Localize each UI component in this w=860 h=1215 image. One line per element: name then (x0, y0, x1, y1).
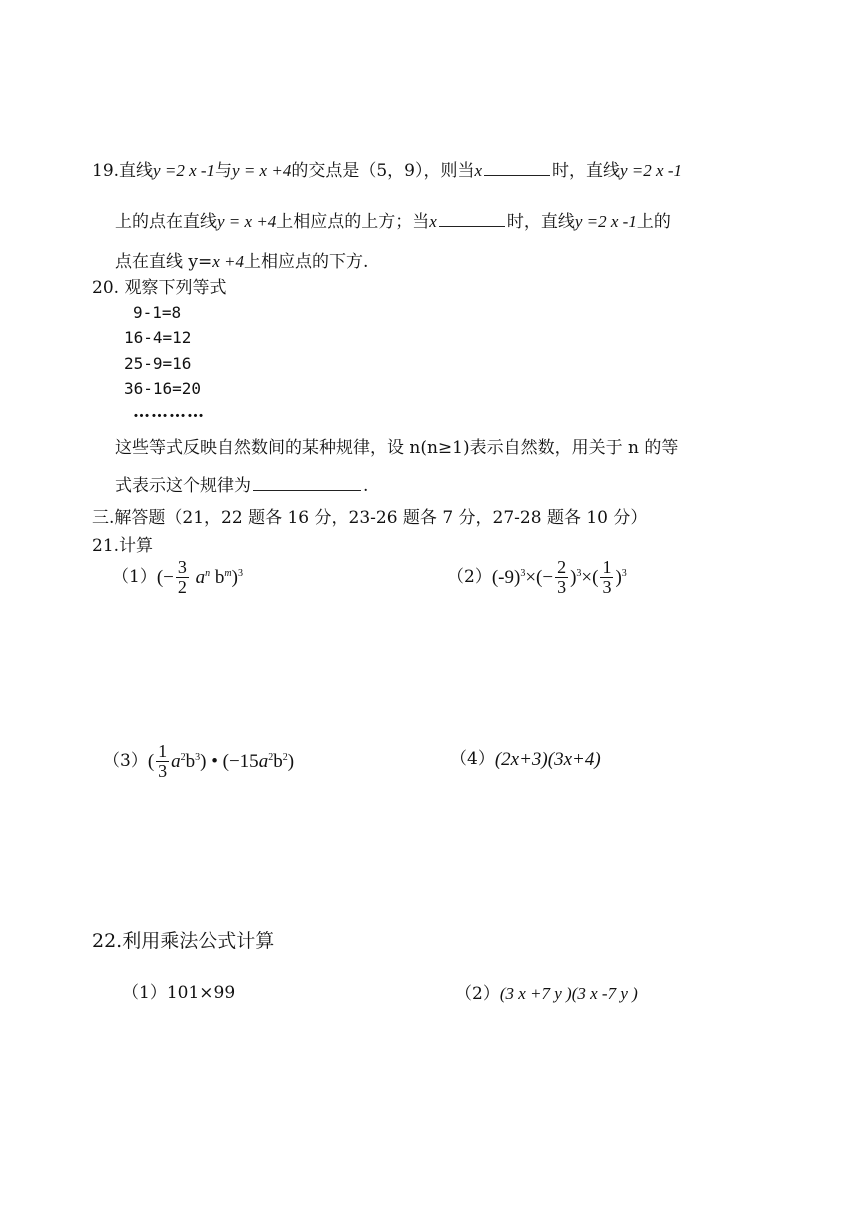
q21-part1: （1） (− $\frac{3}{2}$ $a^n$ $b^m)^3$ (112, 557, 243, 597)
q20-description: 这些等式反映自然数间的某种规律，设 n(n≥1)表示自然数，用关于 n 的等 (115, 438, 679, 458)
q19-line2: 上的点在直线y = x +4上相应点的上方；当x 时，直线y =2 x -1上的 (115, 212, 671, 232)
answer-blank-2[interactable] (439, 225, 505, 227)
q19-line1: 19.直线y =2 x -1与y = x +4的交点是（5，9），则当x 时，直线y =2 x -1 (92, 161, 682, 181)
answer-blank-3[interactable] (253, 489, 361, 491)
q20-equation: 25-9=16 (124, 354, 192, 373)
q21-part3: （3） ( $\frac{1}{3}$ $a^2b^3$) • $(-15a^2b^2)$ (103, 741, 295, 781)
q21-part2: （2） $(-9)^3\times(-$ $\frac{2}{3}$ )$^3$×( $\frac{1}{3}$ )$^3$ (447, 557, 627, 597)
q20-equation: 16-4=12 (124, 328, 192, 347)
q22-title: 22.利用乘法公式计算 (92, 930, 275, 952)
q22-part1: （1）101×99 (122, 983, 236, 1003)
q19-number: 19. (92, 161, 120, 181)
q20-equation: 9-1=8 (133, 303, 182, 322)
q20-dots: ………… (133, 402, 205, 422)
fraction: $\frac{3}{2}$ (177, 557, 187, 597)
q19-line3: 点在直线 y=x +4上相应点的下方. (115, 252, 369, 272)
q21-part4: （4） (2x+3)(3x+4) (450, 749, 601, 770)
q21-part4-expr: (2x+3)(3x+4) (494, 749, 601, 770)
q20-equation: 36-16=20 (124, 379, 202, 398)
q20-description-2: 式表示这个规律为 . (115, 476, 369, 496)
fraction: $\frac{2}{3}$ (557, 557, 567, 597)
fraction: $\frac{1}{3}$ (158, 741, 168, 781)
section-heading: 三.解答题（21，22 题各 16 分，23-26 题各 7 分，27-28 题各 10 分） (92, 508, 648, 528)
q22-part2: （2）(3 x +7 y )(3 x -7 y ) (455, 984, 638, 1004)
fraction: $\frac{1}{3}$ (602, 557, 612, 597)
answer-blank-1[interactable] (484, 174, 550, 176)
q20-title: 20. 观察下列等式 (92, 278, 227, 298)
q21-title: 21.计算 (92, 536, 154, 556)
